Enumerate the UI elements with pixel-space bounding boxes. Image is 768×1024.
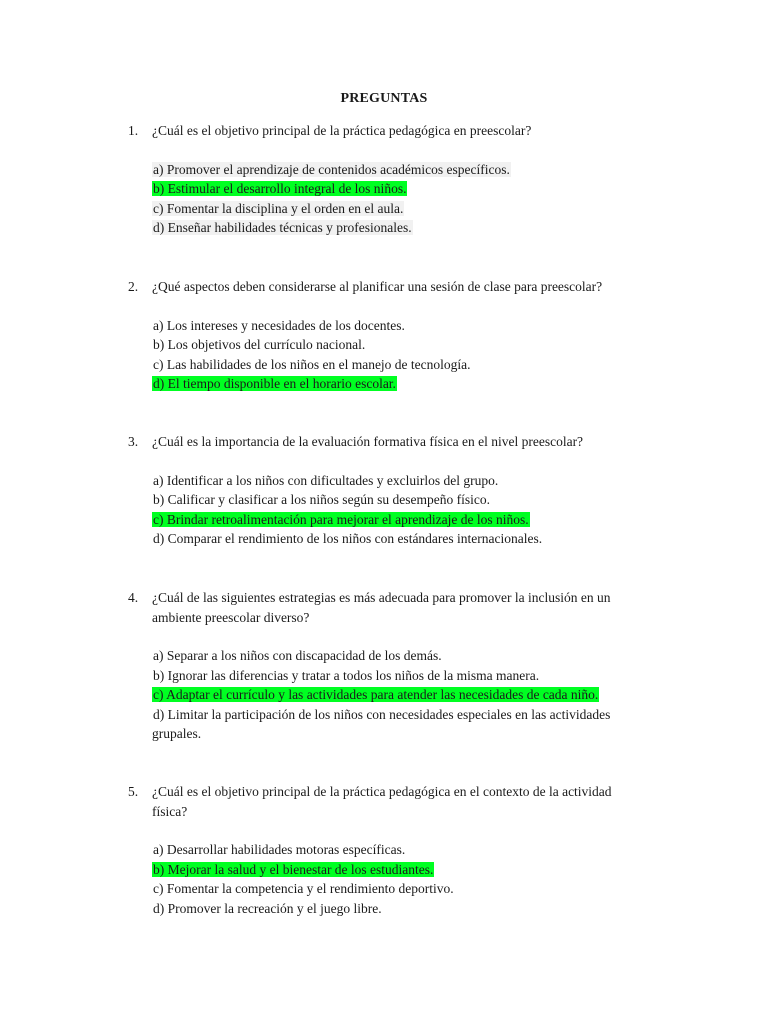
option-text: d) Comparar el rendimiento de los niños con estándares internacionales.: [153, 531, 543, 546]
question-2: [128, 277, 628, 394]
option-b: [152, 490, 628, 510]
option-a: [152, 840, 628, 860]
option-a: [152, 471, 628, 491]
option-c: [152, 879, 628, 899]
option-d-correct: [152, 374, 628, 394]
question-number: 5.: [128, 784, 139, 799]
option-text: d) Enseñar habilidades técnicas y profesionales.: [153, 220, 412, 235]
question-header: [128, 588, 628, 627]
option-text: b) Calificar y clasificar a los niños según su desempeño físico.: [153, 492, 491, 507]
options-list: [152, 316, 628, 394]
question-number: 2.: [128, 279, 139, 294]
question-text: ¿Cuál es el objetivo principal de la práctica pedagógica en el contexto de la actividad física?: [152, 784, 612, 819]
option-text: b) Estimular el desarrollo integral de los niños.: [153, 181, 407, 196]
question-header: [128, 432, 628, 452]
option-c: [152, 199, 628, 219]
option-text: a) Desarrollar habilidades motoras específicas.: [153, 842, 406, 857]
option-text: b) Mejorar la salud y el bienestar de los estudiantes.: [153, 861, 434, 877]
question-text: ¿Cuál es el objetivo principal de la práctica pedagógica en preescolar?: [152, 123, 532, 138]
option-d: [152, 218, 628, 238]
question-number: 3.: [128, 434, 139, 449]
option-text: a) Separar a los niños con discapacidad de los demás.: [153, 648, 442, 663]
question-number: 1.: [128, 123, 139, 138]
question-3: [128, 432, 628, 549]
option-text: d) El tiempo disponible en el horario escolar.: [153, 376, 396, 391]
option-b-correct: [152, 860, 628, 880]
option-c: [152, 355, 628, 375]
option-c-correct: [152, 510, 628, 530]
question-5: [128, 782, 628, 918]
question-number: 4.: [128, 590, 139, 605]
question-header: [128, 277, 628, 297]
option-d: [152, 529, 628, 549]
option-a: [152, 160, 628, 180]
question-header: [128, 782, 628, 821]
question-header: [128, 121, 628, 141]
option-text: a) Promover el aprendizaje de contenidos académicos específicos.: [153, 161, 510, 177]
option-text: c) Adaptar el currículo y las actividades para atender las necesidades de cada niño.: [153, 687, 599, 702]
question-text: ¿Qué aspectos deben considerarse al planificar una sesión de clase para preescolar?: [152, 279, 603, 294]
option-text: d) Limitar la participación de los niños con necesidades especiales en las actividades grupales.: [152, 706, 611, 741]
option-b-correct: [152, 179, 628, 199]
options-list: [152, 840, 628, 918]
option-text: c) Fomentar la competencia y el rendimiento deportivo.: [153, 881, 454, 896]
option-text: c) Las habilidades de los niños en el manejo de tecnología.: [153, 356, 471, 372]
option-text: a) Los intereses y necesidades de los docentes.: [153, 317, 405, 333]
option-text: d) Promover la recreación y el juego libre.: [153, 900, 382, 916]
option-b: [152, 666, 628, 686]
option-text: a) Identificar a los niños con dificultades y excluirlos del grupo.: [153, 472, 499, 488]
options-list: [152, 471, 628, 549]
options-list: [152, 160, 628, 238]
page-title: PREGUNTAS: [340, 91, 428, 106]
option-b: [152, 335, 628, 355]
options-list: [152, 646, 628, 744]
option-c-correct: [152, 685, 628, 705]
option-d: [152, 899, 628, 919]
option-text: b) Ignorar las diferencias y tratar a todos los niños de la misma manera.: [153, 667, 540, 683]
question-1: [128, 121, 628, 238]
question-4: [128, 588, 628, 744]
option-a: [152, 646, 628, 666]
option-a: [152, 316, 628, 336]
option-text: c) Brindar retroalimentación para mejorar el aprendizaje de los niños.: [153, 511, 529, 527]
question-text: ¿Cuál de las siguientes estrategias es más adecuada para promover la inclusión en un ambiente preescolar diverso?: [152, 590, 611, 625]
option-text: c) Fomentar la disciplina y el orden en el aula.: [153, 200, 404, 216]
option-d: [152, 705, 628, 744]
question-text: ¿Cuál es la importancia de la evaluación formativa física en el nivel preescolar?: [152, 434, 584, 449]
option-text: b) Los objetivos del currículo nacional.: [153, 337, 366, 352]
